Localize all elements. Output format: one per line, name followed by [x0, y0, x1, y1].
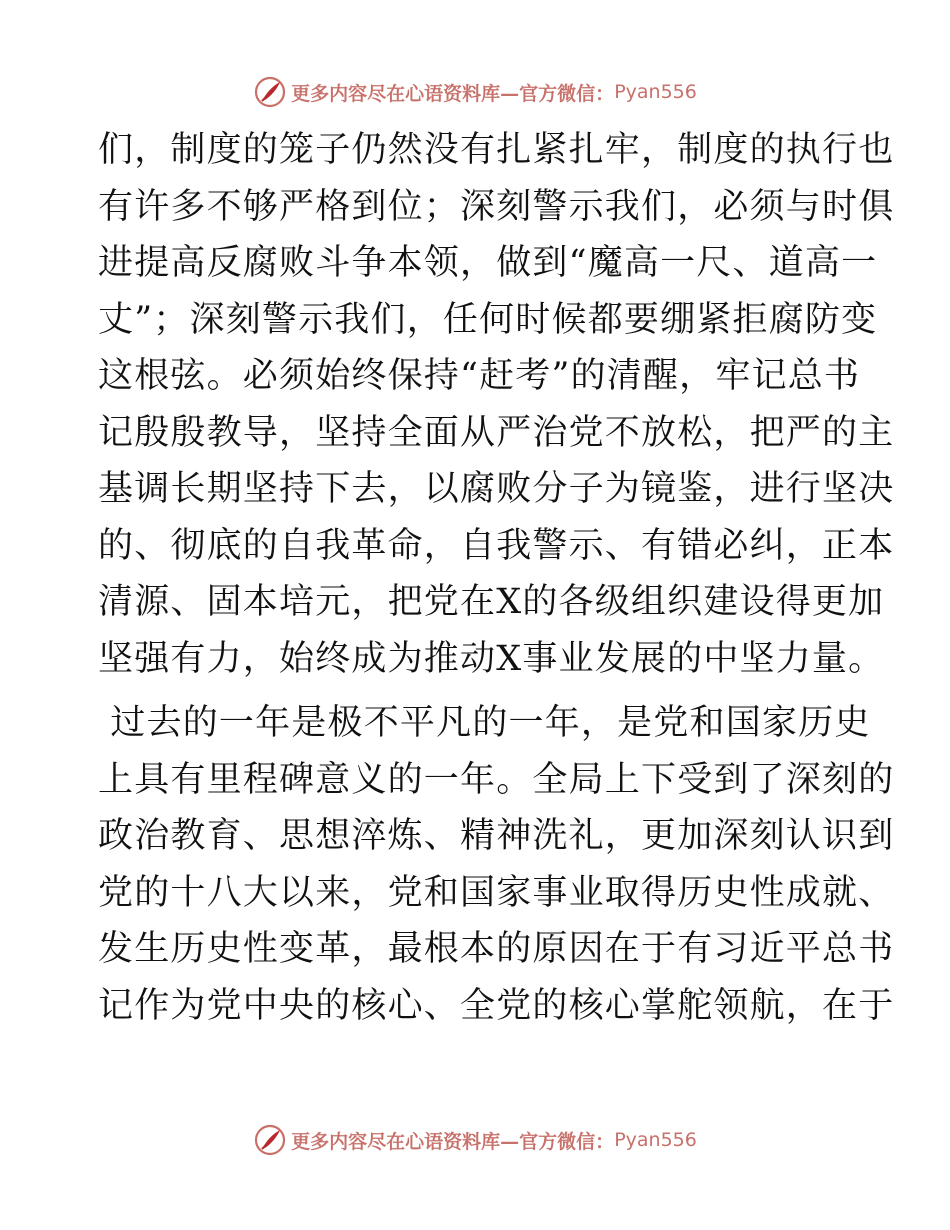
quill-logo-icon: [253, 75, 287, 109]
text-line: 这根弦。必须始终保持“赶考”的清醒，牢记总书: [98, 356, 861, 396]
wechat-id: Pyan556: [614, 81, 697, 103]
banner-text: 更多内容尽在心语资料库—: [291, 1130, 520, 1153]
text-line: 发生历史性变革，最根本的原因在于有习近平总书: [98, 929, 895, 969]
document-body: [98, 122, 895, 1034]
footer-banner: [0, 1120, 950, 1160]
quill-logo-icon: [253, 1123, 287, 1157]
text-line: 记殷殷教导，坚持全面从严治党不放松，把严的主: [98, 412, 895, 453]
paragraph-1: [98, 122, 895, 687]
paragraph-2: [98, 695, 895, 1034]
text-line: 清源、固本培元，把党在X的各级组织建设得更加: [98, 582, 885, 622]
text-line: 进提高反腐败斗争本领，做到“魔高一尺、道高一: [98, 243, 878, 283]
wechat-label: 官方微信：: [519, 1130, 615, 1153]
text-line: 丈”；深刻警示我们，任何时候都要绷紧拒腐防变: [98, 299, 878, 340]
text-line: 政治教育、思想淬炼、精神洗礼，更加深刻认识到: [98, 816, 895, 856]
text-line: 记作为党中央的核心、全党的核心掌舵领航，在于: [98, 985, 895, 1026]
text-line: 上具有里程碑意义的一年。全局上下受到了深刻的: [98, 759, 895, 800]
text-line: 有许多不够严格到位；深刻警示我们，必须与时俱: [98, 186, 895, 227]
text-line: 们，制度的笼子仍然没有扎紧扎牢，制度的执行也: [98, 130, 895, 170]
text-line: 基调长期坚持下去，以腐败分子为镜鉴，进行坚决: [98, 469, 895, 509]
wechat-id: Pyan556: [614, 1129, 697, 1151]
text-line: 过去的一年是极不平凡的一年，是党和国家历史: [98, 703, 871, 743]
text-line: 党的十八大以来，党和国家事业取得历史性成就、: [98, 872, 895, 913]
wechat-label: 官方微信：: [519, 82, 615, 105]
header-banner: [0, 72, 950, 112]
banner-text: 更多内容尽在心语资料库—: [291, 82, 520, 105]
text-line: 的、彻底的自我革命，自我警示、有错必纠，正本: [98, 525, 895, 566]
text-line: 坚强有力，始终成为推动X事业发展的中坚力量。: [98, 638, 885, 679]
